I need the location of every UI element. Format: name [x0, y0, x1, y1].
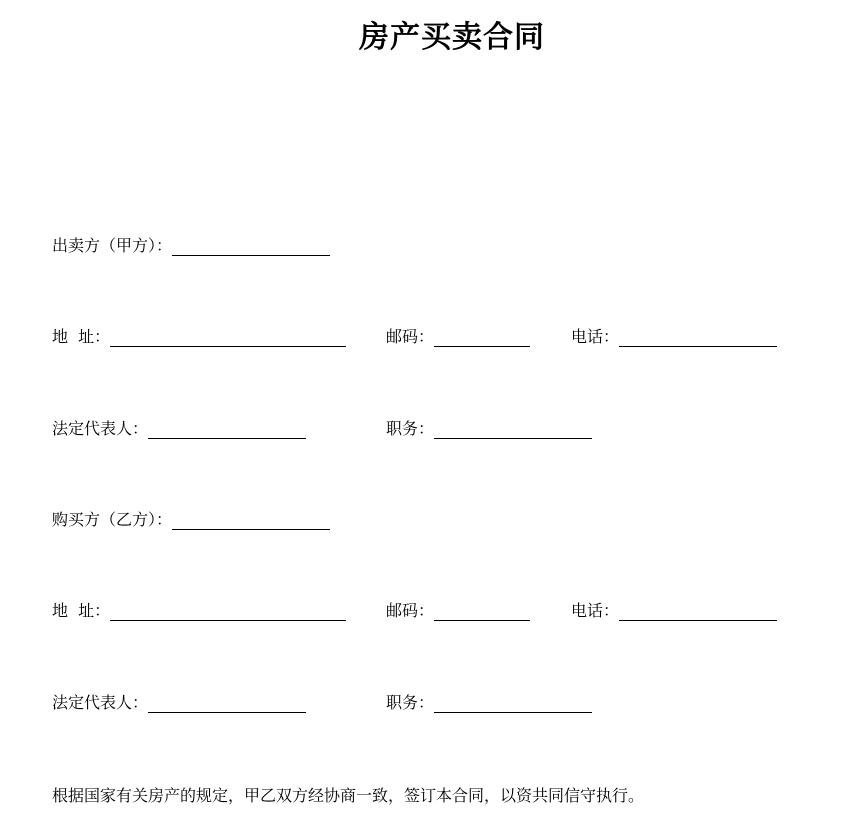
seller-phone-field — [571, 323, 777, 351]
seller-phone-label: 电话： — [571, 327, 620, 346]
seller-rep-field — [52, 415, 306, 443]
seller-party-row — [0, 232, 844, 260]
buyer-rep-blank[interactable] — [148, 692, 306, 713]
seller-zip-blank[interactable] — [434, 326, 530, 347]
seller-address-field — [52, 323, 346, 351]
buyer-contact-row — [0, 597, 844, 625]
seller-zip-field — [386, 323, 530, 351]
contract-clause-text: 根据国家有关房产的规定，甲乙双方经协商一致，签订本合同，以资共同信守执行。 — [52, 786, 645, 805]
buyer-party-row — [0, 506, 844, 534]
seller-position-field — [386, 415, 592, 443]
seller-rep-blank[interactable] — [148, 418, 306, 439]
seller-address-label: 地 址： — [52, 327, 111, 346]
buyer-party-label: 购买方（乙方）： — [52, 510, 173, 529]
buyer-phone-label: 电话： — [571, 601, 620, 620]
buyer-position-field — [386, 689, 592, 717]
buyer-phone-blank[interactable] — [619, 600, 777, 621]
seller-rep-label: 法定代表人： — [52, 419, 149, 438]
buyer-zip-label: 邮码： — [386, 601, 435, 620]
buyer-address-blank[interactable] — [110, 600, 346, 621]
seller-party-field — [52, 232, 330, 260]
document-title: 房产买卖合同 — [359, 20, 545, 55]
seller-contact-row — [0, 323, 844, 351]
seller-position-label: 职务： — [386, 419, 435, 438]
buyer-phone-field — [571, 597, 777, 625]
seller-address-blank[interactable] — [110, 326, 346, 347]
buyer-rep-label: 法定代表人： — [52, 693, 149, 712]
buyer-position-label: 职务： — [386, 693, 435, 712]
seller-phone-blank[interactable] — [619, 326, 777, 347]
buyer-position-blank[interactable] — [434, 692, 592, 713]
buyer-address-field — [52, 597, 346, 625]
seller-party-label: 出卖方（甲方）： — [52, 236, 173, 255]
buyer-zip-field — [386, 597, 530, 625]
buyer-party-field — [52, 506, 330, 534]
seller-position-blank[interactable] — [434, 418, 592, 439]
buyer-rep-field — [52, 689, 306, 717]
buyer-rep-row — [0, 689, 844, 717]
buyer-party-blank[interactable] — [172, 509, 330, 530]
buyer-address-label: 地 址： — [52, 601, 111, 620]
seller-rep-row — [0, 415, 844, 443]
seller-zip-label: 邮码： — [386, 327, 435, 346]
buyer-zip-blank[interactable] — [434, 600, 530, 621]
seller-party-blank[interactable] — [172, 235, 330, 256]
